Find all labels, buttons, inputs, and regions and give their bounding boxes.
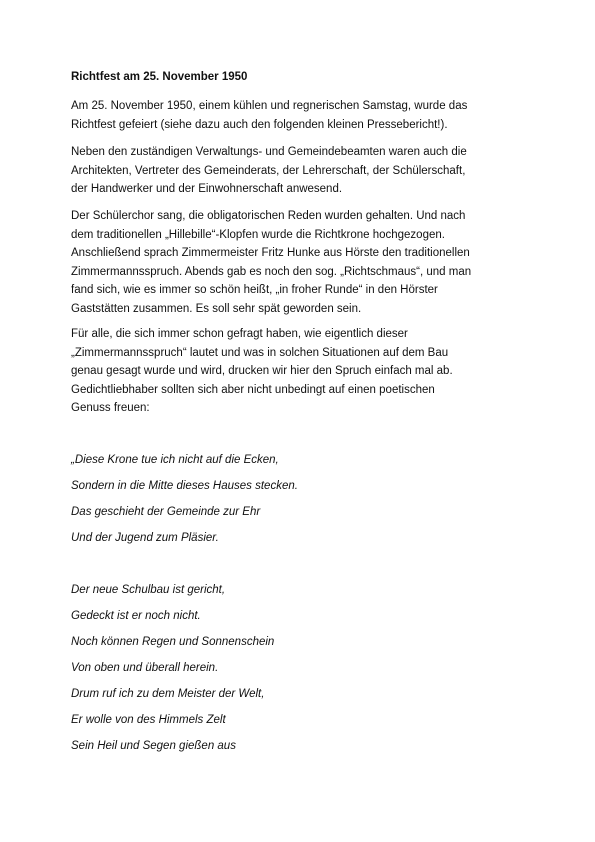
verse-line: Sein Heil und Segen gießen aus xyxy=(71,740,236,752)
paragraph-line: Am 25. November 1950, einem kühlen und regnerischen Samstag, wurde das xyxy=(71,100,468,112)
paragraph-line: Neben den zuständigen Verwaltungs- und Gemeindebeamten waren auch die xyxy=(71,146,467,158)
paragraph-line: Genuss freuen: xyxy=(71,402,150,414)
paragraph-line: Richtfest gefeiert (siehe dazu auch den folgenden kleinen Pressebericht!). xyxy=(71,118,448,131)
verse-line: Das geschieht der Gemeinde zur Ehr xyxy=(71,506,261,518)
paragraph-3 xyxy=(71,207,541,318)
paragraph-line: Für alle, die sich immer schon gefragt haben, wie eigentlich dieser xyxy=(71,328,408,340)
verse-line: Der neue Schulbau ist gericht, xyxy=(71,584,226,596)
verse-line: Gedeckt ist er noch nicht. xyxy=(71,610,201,622)
paragraph-line: Gedichtliebhaber sollten sich aber nicht unbedingt auf einen poetischen xyxy=(71,383,435,396)
verse-line: Er wolle von des Himmels Zelt xyxy=(71,714,226,726)
paragraph-line: genau gesagt wurde und wird, drucken wir hier den Spruch einfach mal ab. xyxy=(71,365,453,377)
paragraph-line: Der Schülerchor sang, die obligatorischen Reden wurden gehalten. Und nach xyxy=(71,210,466,222)
paragraph-1 xyxy=(71,97,541,134)
paragraph-line: Zimmermannsspruch. Abends gab es noch den sog. „Richtschmaus“, und man xyxy=(71,265,472,278)
paragraph-line: fand sich, wie es immer so schön heißt, „in froher Runde“ in den Hörster xyxy=(71,284,438,296)
paragraph-line: dem traditionellen „Hillebille“-Klopfen wurde die Richtkrone hochgezogen. xyxy=(71,228,445,241)
verse-line: „Diese Krone tue ich nicht auf die Ecken, xyxy=(71,454,279,466)
paragraph-line: Architekten, Vertreter des Gemeinderats, der Lehrerschaft, der Schülerschaft, xyxy=(71,164,466,177)
paragraph-line: Anschließend sprach Zimmermeister Fritz Hunke aus Hörste den traditionellen xyxy=(71,247,470,259)
paragraph-4 xyxy=(71,325,541,418)
paragraph-2 xyxy=(71,143,541,199)
verse-line: Drum ruf ich zu dem Meister der Welt, xyxy=(71,688,265,700)
document-title: Richtfest am 25. November 1950 xyxy=(71,71,248,83)
paragraph-line: Gaststätten zusammen. Es soll sehr spät geworden sein. xyxy=(71,302,362,315)
verse-line: Und der Jugend zum Pläsier. xyxy=(71,532,219,544)
verse-line: Noch können Regen und Sonnenschein xyxy=(71,636,275,648)
verse-line: Sondern in die Mitte dieses Hauses stecken. xyxy=(71,480,298,492)
verse-line: Von oben und überall herein. xyxy=(71,662,219,674)
paragraph-line: der Handwerker und der Einwohnerschaft anwesend. xyxy=(71,183,343,195)
paragraph-line: „Zimmermannsspruch“ lautet und was in solchen Situationen auf dem Bau xyxy=(71,346,449,359)
